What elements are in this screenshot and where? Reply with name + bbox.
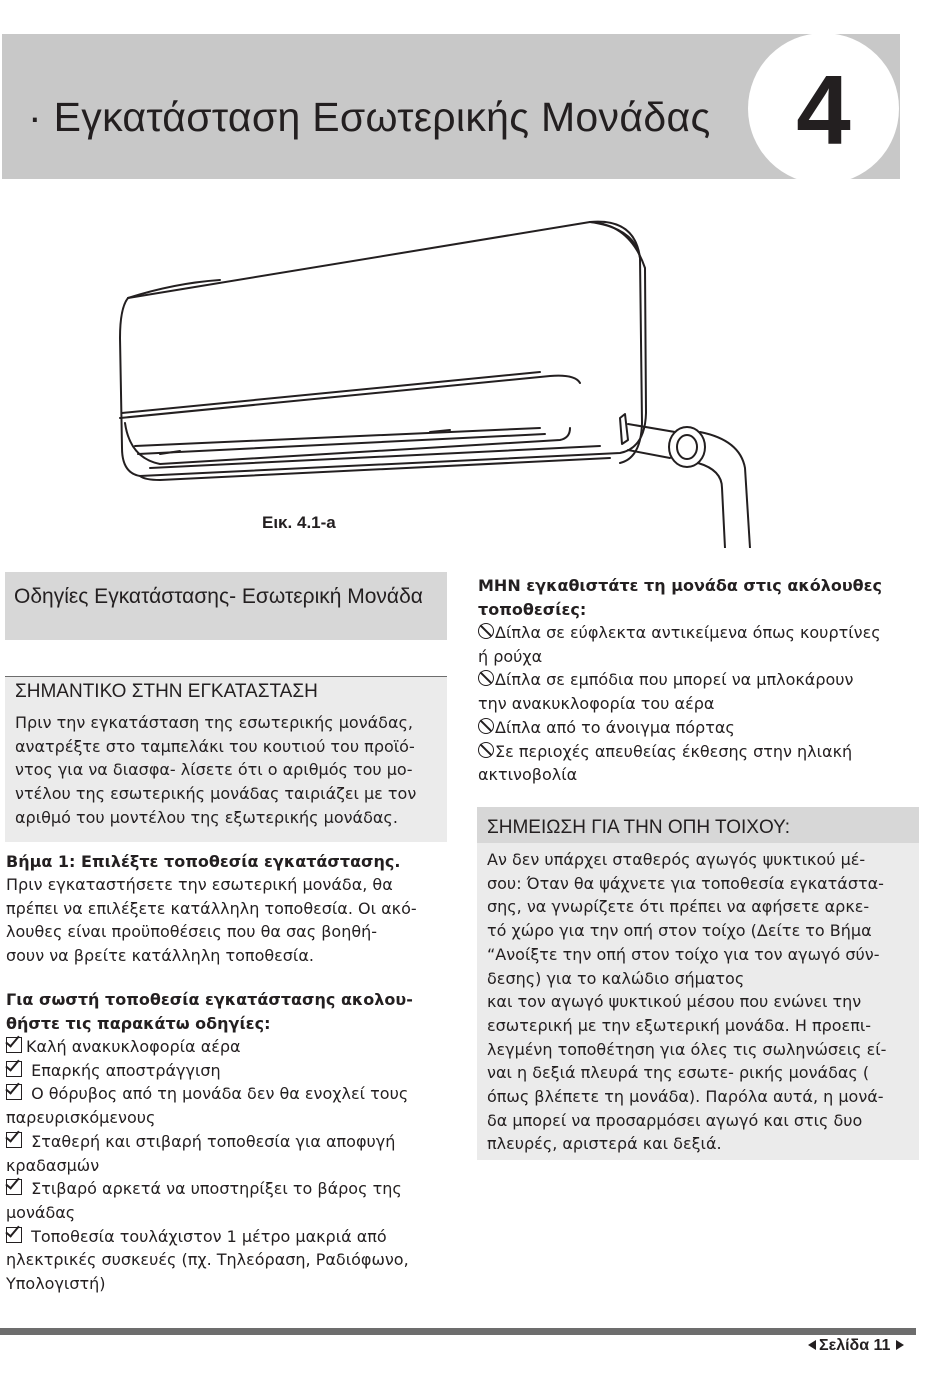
- section-title: Οδηγίες Εγκατάστασης- Εσωτερική Μονάδα: [14, 585, 423, 608]
- prohibited-icon: [478, 670, 494, 686]
- do-not-text: Δίπλα σε εύφλεκτα αντικείμενα όπως κουρτίνες: [495, 623, 881, 642]
- important-line: ντος για να διασφα- λίσετε ότι ο αριθμός του μο-: [15, 760, 413, 780]
- important-line: Πριν την εγκατάσταση της εσωτερικής μονάδας,: [15, 713, 413, 732]
- note-line: ναι η δεξιά πλευρά της εσωτε- ρικής μονάδας (: [487, 1063, 870, 1083]
- note-line: εσωτερική με την εξωτερική μονάδα. Η προεπι-: [487, 1015, 872, 1035]
- do-not-item: [478, 668, 918, 715]
- do-not-install-title: [478, 574, 918, 621]
- do-not-text: Δίπλα από το άνοιγμα πόρτας: [495, 717, 735, 737]
- triangle-right-icon: [896, 1340, 904, 1350]
- checklist-item: [6, 1059, 446, 1083]
- do-not-item: [478, 621, 918, 668]
- checklist-text: Τοποθεσία τουλάχιστον 1 μέτρο μακριά από: [26, 1226, 387, 1246]
- proper-location-title-line: θήστε τις παρακάτω οδηγίες:: [6, 1013, 271, 1033]
- proper-location-title-line: Για σωστή τοποθεσία εγκατάστασης ακολου-: [6, 990, 413, 1009]
- note-line: πλευρές, αριστερά και δεξιά.: [487, 1134, 722, 1154]
- proper-location-title: [6, 988, 446, 1035]
- checklist-text: παρευρισκόμενους: [6, 1108, 156, 1128]
- note-line: δα μπορεί να προσαρμόσει αγωγό και στις δυο: [487, 1110, 863, 1130]
- page-number: [808, 1337, 904, 1355]
- checklist-text: Στιβαρό αρκετά να υποστηρίξει το βάρος της: [26, 1179, 402, 1199]
- proper-location-checklist: [6, 1035, 446, 1296]
- note-line: σου: Όταν θα ψάχνετε για τοποθεσία εγκατάστα-: [487, 873, 884, 893]
- note-line: σης, να γνωρίζετε ότι πρέπει να αφήσετε αρκε-: [487, 897, 870, 917]
- note-line: όπως βλέπετε τη μονάδα). Παρόλα αυτά, η μονά-: [487, 1087, 884, 1107]
- page-label: Σελίδα 11: [819, 1337, 891, 1354]
- do-not-install-list: [478, 621, 918, 787]
- do-not-title-line: τοποθεσίες:: [478, 599, 587, 619]
- note-line: λεγμένη τοποθέτηση για όλες τις σωληνώσεις εί-: [487, 1039, 887, 1059]
- step1-line: σουν να βρείτε κατάλληλη τοποθεσία.: [6, 946, 314, 966]
- do-not-item: [478, 716, 918, 740]
- checkbox-icon: [6, 1061, 22, 1077]
- checklist-text: κραδασμών: [6, 1155, 100, 1175]
- checklist-text: μονάδας: [6, 1202, 76, 1222]
- prohibited-icon: [478, 623, 494, 639]
- note-line: τό χώρο για την οπή στον τοίχο (Δείτε το Βήμα: [487, 921, 872, 941]
- checklist-text: Ο θόρυβος από τη μονάδα δεν θα ενοχλεί τους: [26, 1084, 409, 1104]
- figure-caption: Εικ. 4.1-a: [262, 513, 336, 532]
- note-line: “Ανοίξτε την οπή στον τοίχο για τον αγωγό σύν-: [487, 944, 880, 964]
- wall-hole-note-text: [487, 848, 915, 1156]
- important-line: ανατρέξτε στο ταμπελάκι του κουτιού του προϊό-: [15, 736, 415, 756]
- important-line: ντέλου της εσωτερικής μονάδας ταιριάζει με τον: [15, 784, 417, 804]
- do-not-text: την ανακυκλοφορία του αέρα: [478, 694, 715, 714]
- checklist-text: Υπολογιστή): [6, 1274, 106, 1294]
- checklist-text: Σταθερή και στιβαρή τοποθεσία για αποφυγή: [26, 1131, 396, 1151]
- step1-text: [6, 873, 446, 968]
- important-line: αριθμό του μοντέλου της εξωτερικής μονάδας.: [15, 807, 398, 827]
- triangle-left-icon: [808, 1340, 816, 1350]
- do-not-item: [478, 740, 918, 787]
- important-text: [15, 711, 445, 830]
- step1-line: Πριν εγκαταστήσετε την εσωτερική μονάδα, θα: [6, 875, 393, 894]
- important-title: ΣΗΜΑΝΤΙΚΟ ΣΤΗΝ ΕΓΚΑΤΑΣΤΑΣΗ: [15, 681, 318, 702]
- step1-title: Βήμα 1: Επιλέξτε τοποθεσία εγκατάστασης.: [6, 852, 401, 871]
- chapter-number: 4: [796, 55, 851, 165]
- do-not-title-line: ΜΗΝ εγκαθιστάτε τη μονάδα στις ακόλουθες: [478, 576, 883, 595]
- do-not-text: Δίπλα σε εμπόδια που μπορεί να μπλοκάρουν: [495, 670, 854, 690]
- checklist-text: Επαρκής αποστράγγιση: [26, 1060, 221, 1080]
- do-not-text: ακτινοβολία: [478, 765, 578, 785]
- prohibited-icon: [478, 742, 494, 758]
- note-line: και τον αγωγό ψυκτικού μέσου που ενώνει την: [487, 992, 862, 1012]
- do-not-text: ή ρούχα: [478, 646, 543, 666]
- checklist-item: [6, 1130, 446, 1177]
- checklist-item: [6, 1082, 446, 1129]
- checklist-text: Καλή ανακυκλοφορία αέρα: [26, 1037, 241, 1056]
- step1-line: πρέπει να επιλέξετε κατάλληλη τοποθεσία. Οι ακό-: [6, 898, 417, 918]
- checkbox-icon: [6, 1179, 22, 1195]
- step1-line: λουθες είναι προϋποθέσεις που θα σας βοηθή-: [6, 922, 378, 942]
- checkbox-icon: [6, 1227, 22, 1243]
- wall-hole-note-title: ΣΗΜΕΙΩΣΗ ΓΙΑ ΤΗΝ ΟΠΗ ΤΟΙΧΟΥ:: [487, 817, 791, 838]
- checkbox-icon: [6, 1037, 22, 1053]
- do-not-text: Σε περιοχές απευθείας έκθεσης στην ηλιακή: [495, 741, 853, 761]
- checklist-text: ηλεκτρικές συσκευές (πχ. Τηλεόραση, Ραδιόφωνο,: [6, 1250, 409, 1270]
- note-line: Αν δεν υπάρχει σταθερός αγωγός ψυκτικού μέ-: [487, 850, 866, 869]
- checklist-item: [6, 1225, 446, 1296]
- checkbox-icon: [6, 1084, 22, 1100]
- footer-rule: [0, 1328, 916, 1335]
- checklist-item: [6, 1035, 446, 1059]
- note-line: δεσης) για το καλώδιο σήματος: [487, 968, 745, 988]
- prohibited-icon: [478, 718, 494, 734]
- checklist-item: [6, 1177, 446, 1224]
- checkbox-icon: [6, 1132, 22, 1148]
- indoor-unit-illustration: [100, 218, 780, 548]
- page-title: · Εγκατάσταση Εσωτερικής Μονάδας: [28, 94, 711, 140]
